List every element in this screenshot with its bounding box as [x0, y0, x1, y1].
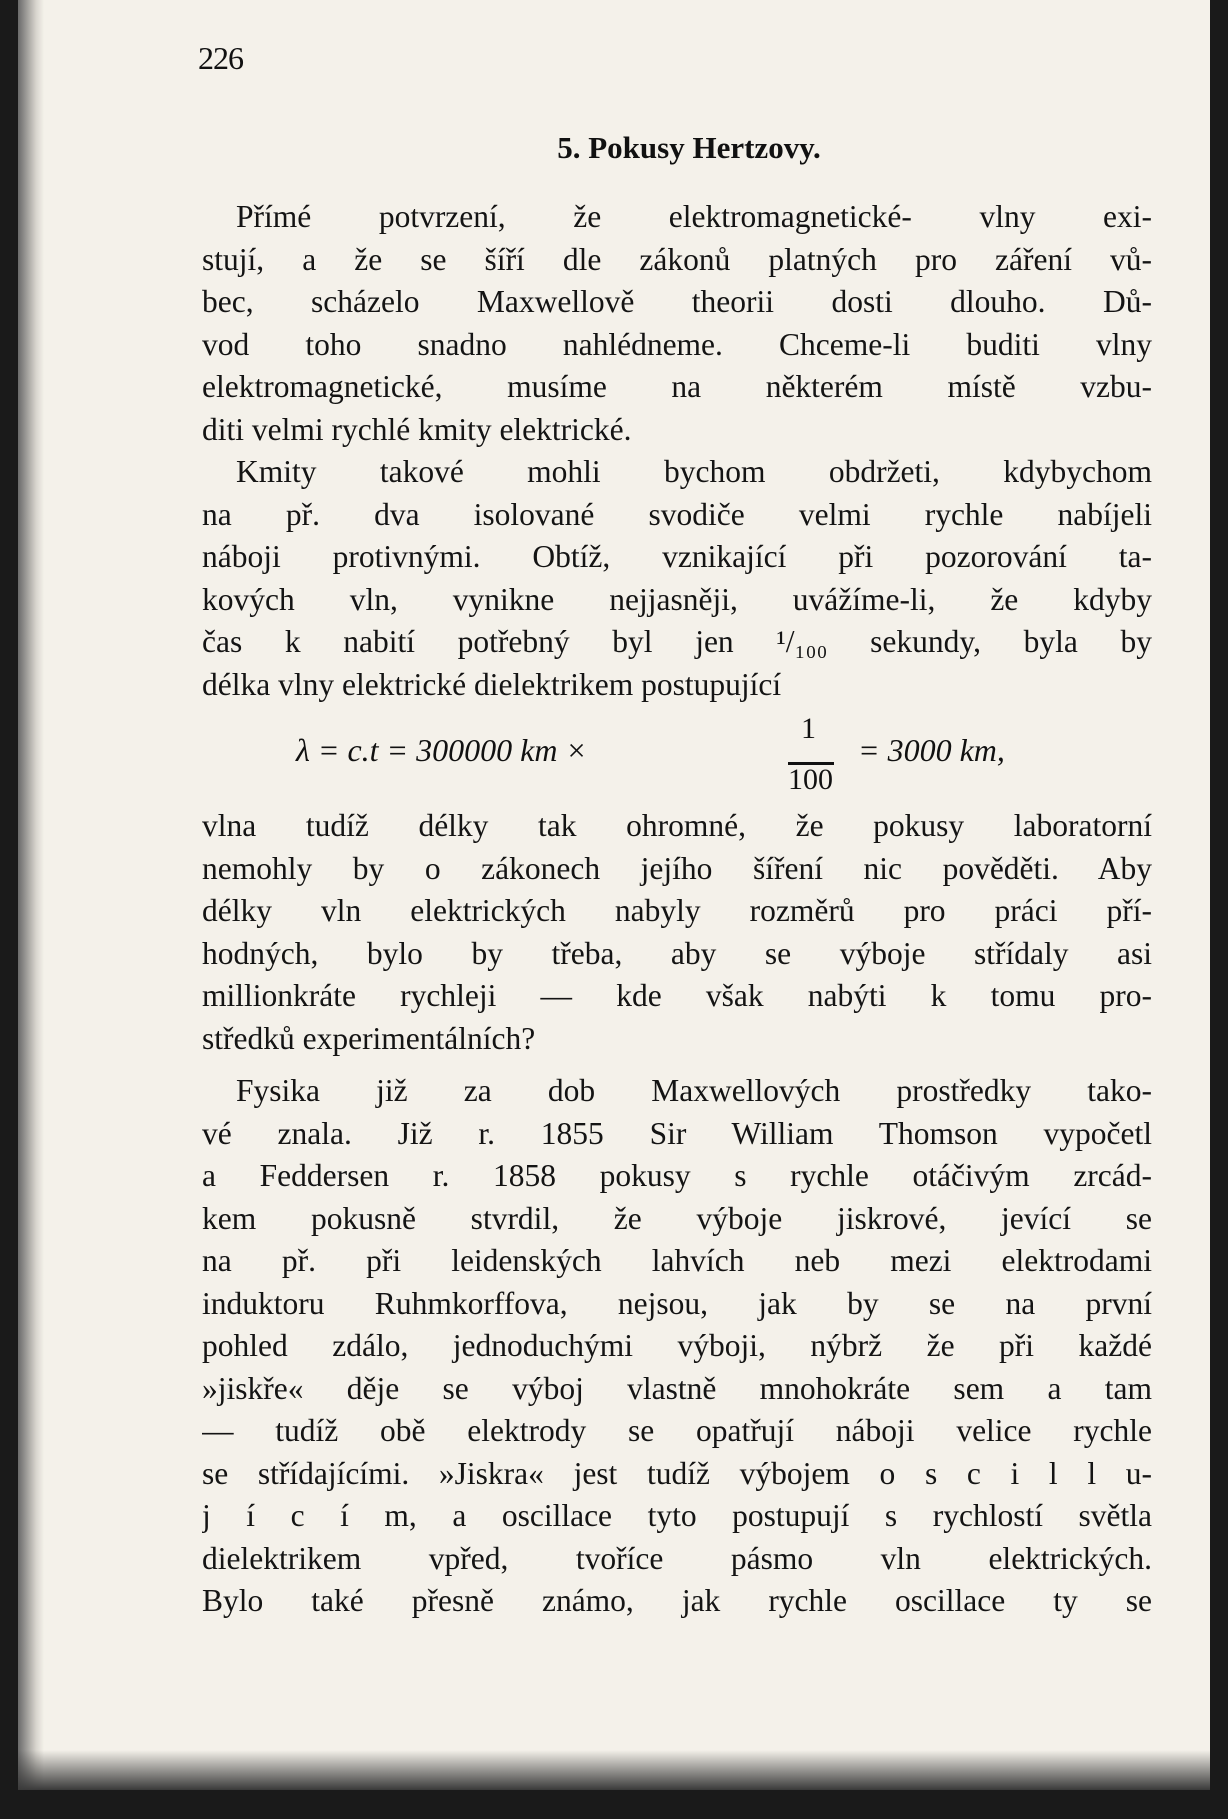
- text-line: Přímé potvrzení, že elektromagnetické- vlny exi-: [236, 199, 1152, 234]
- text-line: vlna tudíž délky tak ohromné, že pokusy laboratorní: [202, 808, 1152, 843]
- text-line: délky vln elektrických nabyly rozměrů pro práci pří-: [202, 893, 1152, 928]
- text-line: středků experimentálních?: [202, 1020, 536, 1056]
- text-line: induktoru Ruhmkorffova, nejsou, jak by se na první: [202, 1285, 1152, 1321]
- text-line: na př. při leidenských lahvích neb mezi elektrodami: [202, 1243, 1152, 1278]
- formula-rhs: = 3000 km,: [858, 732, 1005, 768]
- text-line: — tudíž obě elektrody se opatřují náboji velice rychle: [202, 1413, 1152, 1448]
- page-number: 226: [198, 40, 243, 76]
- formula-denominator: 100: [788, 763, 833, 796]
- text-line: elektromagnetické, musíme na některém místě vzbu-: [202, 369, 1152, 404]
- text-line: kem pokusně stvrdil, že výboje jiskrové, jevící se: [202, 1200, 1152, 1236]
- text-line: vé znala. Již r. 1855 Sir William Thomson vypočetl: [202, 1115, 1152, 1151]
- paragraph-4: [202, 1070, 1152, 1623]
- paragraph-1: [202, 196, 1152, 451]
- paragraph-2: [202, 451, 1152, 706]
- gutter-shadow: [18, 0, 44, 1790]
- text-line: bec, scházelo Maxwellově theorii dosti dlouho. Dů-: [202, 284, 1152, 319]
- section-title: 5. Pokusy Hertzovy.: [557, 130, 821, 165]
- text-line: Kmity takové mohli bychom obdržeti, kdybychom: [236, 454, 1152, 489]
- text-line: čas k nabití potřebný byl jen ¹/₁₀₀ sekundy, byla by: [202, 624, 1152, 659]
- text-line: pohled zdálo, jednoduchými výboji, nýbrž že při každé: [202, 1328, 1152, 1363]
- paragraph-3: [202, 805, 1152, 1060]
- text-line: millionkráte rychleji — kde však nabýti k tomu pro-: [202, 978, 1152, 1013]
- text-line: nemohly by o zákonech jejího šíření nic pověděti. Aby: [202, 850, 1152, 886]
- text-line: délka vlny elektrické dielektrikem postupující: [202, 666, 782, 702]
- book-page: [18, 0, 1210, 1790]
- text-line: na př. dva isolované svodiče velmi rychle nabíjeli: [202, 496, 1152, 532]
- text-line: náboji protivnými. Obtíž, vznikající při pozorování ta-: [202, 539, 1152, 574]
- formula: [258, 712, 1158, 796]
- text-line: dielektrikem vpřed, tvoříce pásmo vln elektrických.: [202, 1540, 1152, 1576]
- text-line: diti velmi rychlé kmity elektrické.: [202, 411, 632, 447]
- text-line: vod toho snadno nahlédneme. Chceme-li buditi vlny: [202, 326, 1152, 362]
- text-line: Bylo také přesně známo, jak rychle oscillace ty se: [202, 1583, 1152, 1618]
- text-line: »jiskře« děje se výboj vlastně mnohokráte sem a tam: [202, 1370, 1152, 1406]
- text-line: a Feddersen r. 1858 pokusy s rychle otáčivým zrcád-: [202, 1158, 1152, 1193]
- formula-lhs: λ = c.t = 300000 km ×: [296, 732, 588, 768]
- text-line: hodných, bylo by třeba, aby se výboje střídaly asi: [202, 935, 1152, 971]
- text-line: se střídajícími. »Jiskra« jest tudíž výbojem o s c i l l u-: [202, 1455, 1152, 1491]
- page-bottom-shadow: [18, 1750, 1210, 1790]
- text-line: Fysika již za dob Maxwellových prostředky tako-: [236, 1073, 1152, 1108]
- text-line: j í c í m, a oscillace tyto postupují s rychlostí světla: [202, 1498, 1152, 1533]
- text-line: stují, a že se šíří dle zákonů platných pro záření vů-: [202, 241, 1152, 277]
- formula-numerator: 1: [801, 712, 816, 745]
- text-line: kových vln, vynikne nejjasněji, uvážíme-li, že kdyby: [202, 581, 1152, 617]
